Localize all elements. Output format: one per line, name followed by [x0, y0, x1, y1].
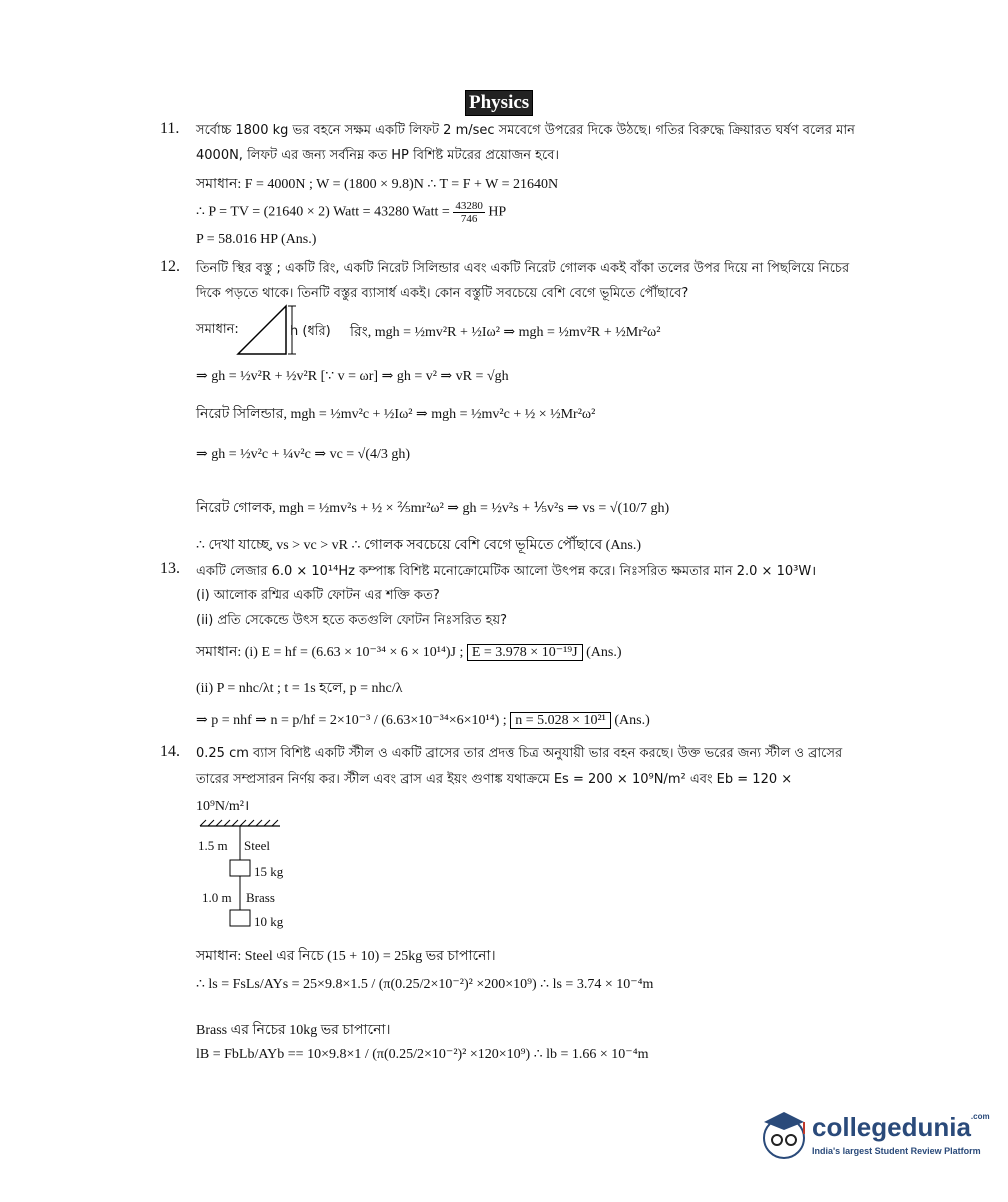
mass2-label: 10 kg — [254, 914, 284, 929]
q14-solution-line3: Brass এর নিচের 10kg ভর চাপানো। — [196, 1023, 391, 1038]
q12-conclusion: ∴ দেখা যাচ্ছে, vs > vc > vR ∴ গোলক সবচেয়ে বেশি বেগে ভূমিতে পৌঁছাবে (Ans.) — [196, 538, 642, 553]
q11-solution-answer: P = 58.016 HP (Ans.) — [196, 232, 317, 247]
question-number-14: 14. — [160, 743, 180, 760]
q13-answer1-suffix: (Ans.) — [586, 645, 622, 660]
q14-text-line1: 0.25 cm ব্যাস বিশিষ্ট একটি স্টীল ও একটি ব্রাসের তার প্রদত্ত চিত্র অনুযায়ী ভার বহন করছে। উক্ত ভরের জন্য স্টীল ও ব্রাসের — [196, 746, 843, 761]
brass-length-label: 1.0 m — [202, 890, 232, 905]
q12-ring-equation: রিং, mgh = ½mv²R + ½Iω² ⇒ mgh = ½mv²R + ½Mr²ω² — [350, 325, 661, 340]
question-number-12: 12. — [160, 258, 180, 275]
q14-solution-line1: সমাধান: Steel এর নিচে (15 + 10) = 25kg ভর চাপানো। — [196, 949, 496, 964]
logo-suffix: .com — [970, 1112, 990, 1121]
q13-answer2-box: n = 5.028 × 10²¹ — [510, 712, 611, 729]
q12-text-line2: দিকে পড়তে থাকে। তিনটি বস্তুর ব্যাসার্ধ একই। কোন বস্তুটি সবচেয়ে বেশি বেগে ভূমিতে পৌঁছাবে? — [196, 286, 689, 301]
q11-solution-line2 — [196, 200, 506, 225]
q13-solution-line3 — [196, 712, 650, 729]
q14-text-line2: তারের সম্প্রসারন নির্ণয় কর। স্টীল এবং ব্রাস এর ইয়ং গুণাঙ্ক যথাক্রমে Es = 200 × 10⁹N/m² এবং Eb = 120 × — [196, 772, 793, 787]
mass1-label: 15 kg — [254, 864, 284, 879]
q14-solution-line4: lB = FbLb/AYb == 10×9.8×1 / (π(0.25/2×10⁻²)² ×120×10⁹) ∴ lb = 1.66 × 10⁻⁴m — [196, 1047, 649, 1062]
q12-sphere-equation: নিরেট গোলক, mgh = ½mv²s + ½ × ⅖mr²ω² ⇒ gh = ½v²s + ⅕v²s ⇒ vs = √(10/7 gh) — [196, 501, 670, 516]
q13-part-i: (i) আলোক রশ্মির একটি ফোটন এর শক্তি কত? — [196, 588, 440, 603]
q13-sol3-text: ⇒ p = nhf ⇒ n = p/hf = 2×10⁻³ / (6.63×10⁻³⁴×6×10¹⁴) ; — [196, 713, 507, 728]
q11-hp-fraction — [453, 200, 485, 225]
brass-label: Brass — [246, 890, 275, 905]
q12-text-line1: তিনটি স্থির বস্তু ; একটি রিং, একটি নিরেট সিলিন্ডার এবং একটি নিরেট গোলক একই বাঁকা তলের উপর দিয়ে না পিছলিয়ে নিচের — [196, 261, 850, 276]
q12-solution-label: সমাধান: — [196, 322, 239, 337]
question-number-11: 11. — [160, 120, 180, 137]
q13-solution-line2: (ii) P = nhc/λt ; t = 1s হলে, p = nhc/λ — [196, 681, 403, 696]
q12-cylinder-equation: নিরেট সিলিন্ডার, mgh = ½mv²c + ½Iω² ⇒ mgh = ½mv²c + ½ × ½Mr²ω² — [196, 407, 596, 422]
question-number-13: 13. — [160, 560, 180, 577]
logo-tagline: India's largest Student Review Platform — [812, 1146, 981, 1156]
q12-line2: ⇒ gh = ½v²R + ½v²R [∵ v = ωr] ⇒ gh = v² ⇒ vR = √gh — [196, 369, 509, 384]
q13-answer2-suffix: (Ans.) — [614, 713, 650, 728]
q13-answer1-box: E = 3.978 × 10⁻¹⁹J — [467, 644, 583, 661]
q13-sol1-text: সমাধান: (i) E = hf = (6.63 × 10⁻³⁴ × 6 × 10¹⁴)J ; — [196, 645, 464, 660]
q13-part-ii: (ii) প্রতি সেকেন্ডে উৎস হতে কতগুলি ফোটন নিঃসরিত হয়? — [196, 613, 508, 628]
collegedunia-logo-icon — [760, 1108, 810, 1164]
logo-text — [812, 1112, 990, 1143]
q11-sol2-text: ∴ P = TV = (21640 × 2) Watt = 43280 Watt = — [196, 204, 450, 220]
q11-text-line1: সর্বোচ্চ 1800 kg ভর বহনে সক্ষম একটি লিফট 2 m/sec সমবেগে উপরের দিকে উঠছে। গতির বিরুদ্ধে ক্রিয়ারত ঘর্ষণ বলের মান — [196, 123, 855, 138]
q13-solution-line1 — [196, 640, 622, 664]
logo-name: collegedunia — [812, 1112, 971, 1142]
page-title: Physics — [465, 90, 533, 116]
steel-label: Steel — [244, 838, 270, 853]
q14-solution-line2: ∴ ls = FsLs/AYs = 25×9.8×1.5 / (π(0.25/2×10⁻²)² ×200×10⁹) ∴ ls = 3.74 × 10⁻⁴m — [196, 977, 654, 992]
q13-text-line1: একটি লেজার 6.0 × 10¹⁴Hz কম্পাঙ্ক বিশিষ্ট মনোক্রোমেটিক আলো উৎপন্ন করে। নিঃসরিত ক্ষমতার মান 2.0 × 10³W। — [196, 564, 817, 579]
q11-solution-line1: সমাধান: F = 4000N ; W = (1800 × 9.8)N ∴ T = F + W = 21640N — [196, 177, 559, 192]
frac-num: 43280 — [455, 200, 483, 212]
steel-length-label: 1.5 m — [198, 838, 228, 853]
q11-sol2-unit: HP — [488, 204, 507, 220]
q14-text-line3: 10⁹N/m²। — [196, 799, 250, 814]
q11-text-line2: 4000N, লিফট এর জন্য সর্বনিম্ন কত HP বিশিষ্ট মটরের প্রয়োজন হবে। — [196, 148, 560, 163]
incline-diagram — [236, 302, 296, 358]
frac-den: 746 — [460, 213, 478, 225]
q12-line4: ⇒ gh = ½v²c + ¼v²c ⇒ vc = √(4/3 gh) — [196, 447, 411, 462]
height-label: h (ধরি) — [290, 324, 331, 339]
